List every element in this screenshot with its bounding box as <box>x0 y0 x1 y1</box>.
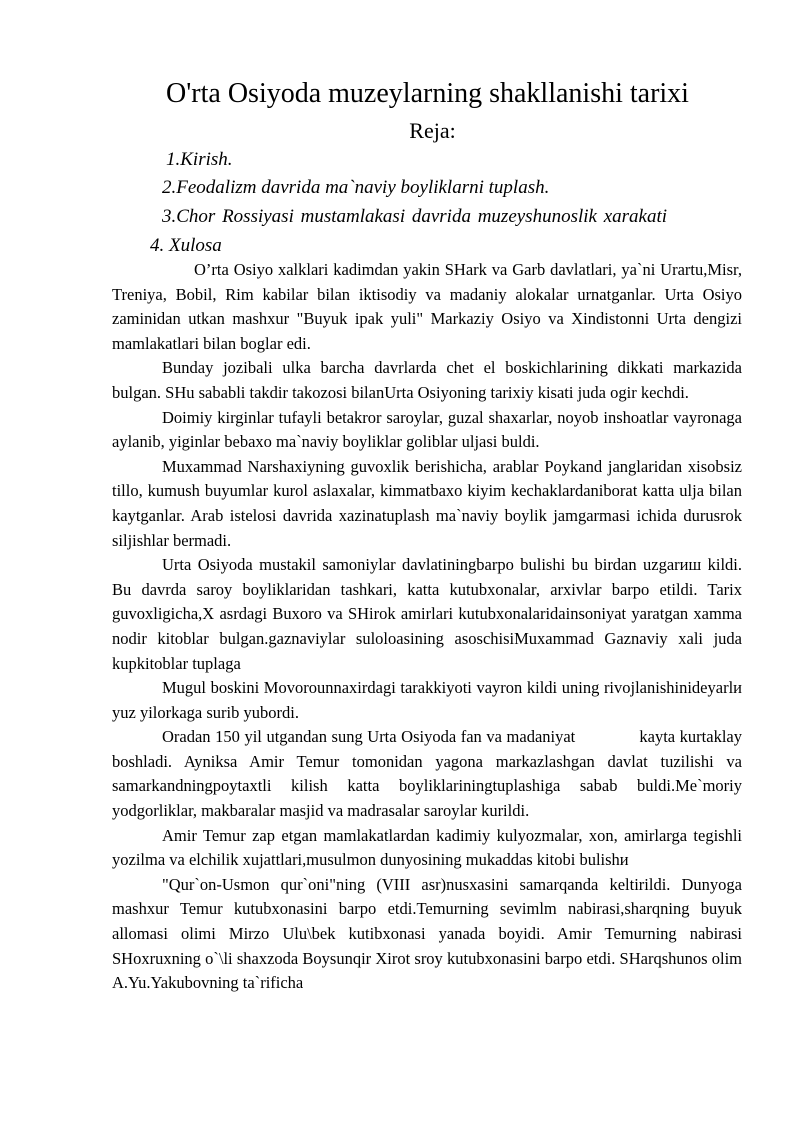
paragraph: Urta Osiyoda mustakil samoniylar davlatiningbarpo bulishi bu birdan uzgarиш kildi. Bu davrda saroy boyliklaridan tashkari, katta kutubxonalar, arxivlar barpo etildi. Tarix guvoxligicha,X asrdagi Buxoro va SHirok amirlari kutubxonalaridainsoniyat yaratgan xamma nodir kitoblar bulgan.gaznaviylar suloloasining asoschisiMuxammad Gaznaviy xali juda kupkitoblar tuplaga <box>112 555 742 673</box>
plan-heading: Reja: <box>409 118 456 143</box>
paragraph: Mugul boskini Movorounnaxirdagi tarakkiyoti vayron kildi uning rivojlanishinideyarlи yuz yilorkaga surib yubordi. <box>112 678 742 722</box>
paragraph: Muxammad Narshaxiyning guvoxlik berishicha, arablar Poykand janglaridan xisobsiz tillo, kumush buyumlar kurol aslaxalar, kimmatbaxo kiyim kechaklardaniborat katta ulja bilan kaytganlar. Arab istelosi davrida xazinatuplash ma`naviy boylik jamgarmasi ichida durusrok siljishlar bermadi. <box>112 456 742 550</box>
plan-item: 3.Chor Rossiyasi mustamlakasi davrida muzeyshunoslik xarakati <box>162 206 668 227</box>
paragraph: O’rta Osiyo xalklari kadimdan yakin SHark va Garb davlatlari, ya`ni Urartu,Misr, Treniya, Bobil, Rim kabilar bilan iktisodiy va madaniy alokalar urnatganlar. Urta Osiyo zaminidan utkan mashxur "Buyuk ipak yuli" Markaziy Osiyo va Xindistonni Urta dengizi mamlakatlari bilan boglar edi. <box>112 260 742 353</box>
paragraph: Amir Temur zap etgan mamlakatlardan kadimiy kulyozmalar, xon, amirlarga tegishli yozilma va elchilik xujattlari,musulmon dunyosining mukaddas kitobi bulishи <box>112 825 742 870</box>
plan-item: 1.Kirish. <box>166 149 233 170</box>
paragraph: "Qur`on-Usmon qur`oni"ning (VIII asr)nusxasini samarqanda keltirildi. Dunyoga mashxur Temur kutubxonasini barpo etdi.Temurning sevimlm nabirasi,sharqning buyuk allomasi olimi Mirzo Ulu\bek kutibxonasi yanada boyidi. Amir Temurning nabirasi SHoxruxning o`\li shaxzoda Boysunqir Xirot sroy kutubxonasini barpo etdi. SHarqshunos olim A.Yu.Yakubovning ta`rificha <box>112 874 742 993</box>
plan-item: 4. Xulosa <box>150 235 222 256</box>
paragraph: Bunday jozibali ulka barcha davrlarda chet el boskichlarining dikkati markazida bulgan. SHu sababli takdir takozosi bilanUrta Osiyoning tarixiy kisati juda ogir kechdi. <box>112 358 742 402</box>
plan-item: 2.Feodalizm davrida ma`naviy boyliklarni tuplash. <box>162 177 550 198</box>
paragraph: Doimiy kirginlar tufayli betakror saroylar, guzal shaxarlar, noyob inshoatlar vayronaga aylanib, yiginlar bebaxo ma`naviy boyliklar goliblar uljasi buldi. <box>112 407 742 452</box>
page-title: O'rta Osiyoda muzeylarning shakllanishi tarixi <box>166 78 689 109</box>
paragraph: Oradan 150 yil utgandan sung Urta Osiyoda fan va madaniyat kayta kurtaklay boshladi. Ayniksa Amir Temur tomonidan yagona markazlashgan davlat tuzilishi va samarkandningpoytaxtli kilish katta boyliklariningtuplashiga sabab buldi.Me`moriy yodgorliklar, makbaralar masjid va madrasalar saroylar kurildi. <box>112 727 747 821</box>
body-text <box>112 258 747 996</box>
